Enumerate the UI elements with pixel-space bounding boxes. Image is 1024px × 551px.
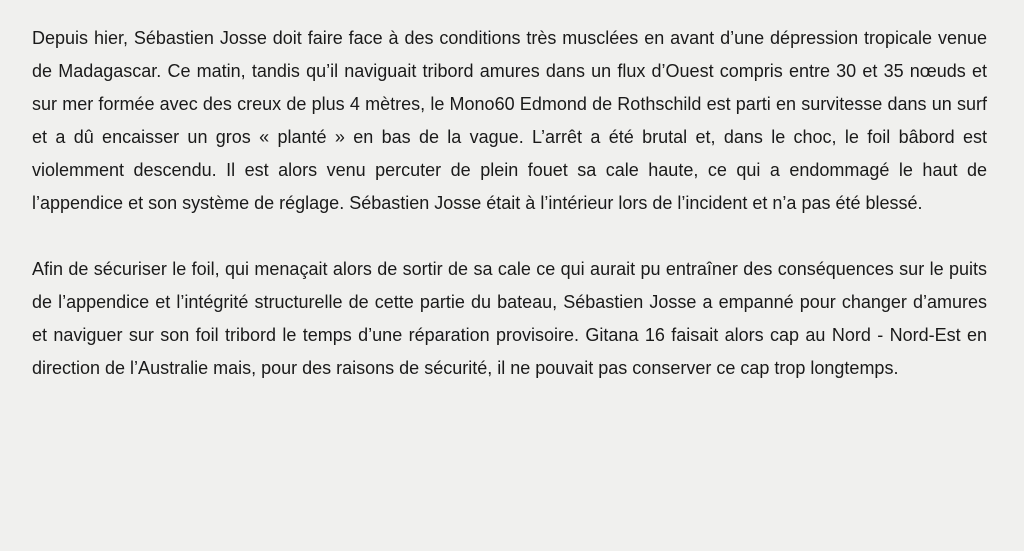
article-paragraph-2: Afin de sécuriser le foil, qui menaçait alors de sortir de sa cale ce qui aurait pu entraîner des conséquences sur le puits de l’appendice et l’intégrité structurelle de cette partie du bateau, Sébastien Josse a empanné pour changer d’amures et naviguer sur son foil tribord le temps d’une réparation provisoire. Gitana 16 faisait alors cap au Nord - Nord-Est en direction de l’Australie mais, pour des raisons de sécurité, il ne pouvait pas conserver ce cap trop longtemps.	[32, 259, 987, 378]
article-body	[32, 22, 987, 385]
article-paragraph-1: Depuis hier, Sébastien Josse doit faire face à des conditions très musclées en avant d’une dépression tropicale venue de Madagascar. Ce matin, tandis qu’il naviguait tribord amures dans un flux d’Ouest compris entre 30 et 35 nœuds et sur mer formée avec des creux de plus 4 mètres, le Mono60 Edmond de Rothschild est parti en survitesse dans un surf et a dû encaisser un gros « planté » en bas de la vague. L’arrêt a été brutal et, dans le choc, le foil bâbord est violemment descendu. Il est alors venu percuter de plein fouet sa cale haute, ce qui a endommagé le haut de l’appendice et son système de réglage. Sébastien Josse était à l’intérieur lors de l’incident et n’a pas été blessé.	[32, 28, 987, 213]
